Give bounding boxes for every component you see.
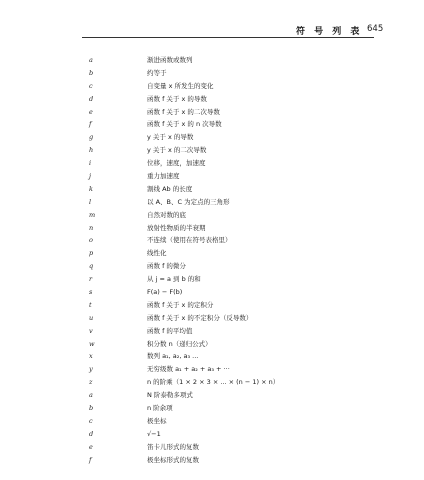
symbol-description: n 的阶乘（1 × 2 × 3 × ... × (n − 1) × n） xyxy=(147,378,280,387)
symbol-description: 位移，速度，加速度 xyxy=(147,159,206,168)
symbol-description: 函数 f 关于 x 的导数 xyxy=(147,94,207,103)
symbol-glyph: f xyxy=(89,455,92,464)
list-item xyxy=(0,441,424,454)
symbol-description: N 阶泰勒多项式 xyxy=(147,391,193,400)
symbol-glyph: g xyxy=(89,133,94,142)
list-item xyxy=(0,363,424,376)
list-item xyxy=(0,312,424,325)
list-item xyxy=(0,106,424,119)
symbol-glyph: e xyxy=(89,442,93,451)
symbol-description: 放射性物质的半衰期 xyxy=(147,223,206,232)
symbol-description: 函数 f 关于 x 的定积分 xyxy=(147,300,214,309)
symbol-description: n 阶余项 xyxy=(147,404,173,413)
symbol-glyph: b xyxy=(89,404,94,413)
symbol-description: 约等于 xyxy=(147,68,167,77)
symbol-description: 数列 a₁, a₂, a₃ ... xyxy=(147,352,199,361)
running-head-title: 符 号 列 表 xyxy=(296,27,363,37)
symbol-description: 自然对数的底 xyxy=(147,210,186,219)
symbol-list xyxy=(0,54,424,467)
symbol-glyph: q xyxy=(89,262,94,271)
list-item xyxy=(0,80,424,93)
symbol-glyph: z xyxy=(89,378,93,387)
symbol-glyph: j xyxy=(89,172,92,181)
symbol-description: 笛卡儿形式的复数 xyxy=(147,442,199,451)
symbol-glyph: c xyxy=(89,416,93,425)
symbol-glyph: f xyxy=(89,120,92,129)
list-item xyxy=(0,234,424,247)
symbol-glyph: x xyxy=(89,352,93,361)
symbol-glyph: h xyxy=(89,146,94,155)
symbol-glyph: u xyxy=(89,313,94,322)
symbol-description: F(a) − F(b) xyxy=(147,288,183,297)
list-item xyxy=(0,415,424,428)
symbol-glyph: v xyxy=(89,326,93,335)
symbol-description: 无穷级数 a₁ + a₂ + a₃ + ··· xyxy=(147,365,230,374)
symbol-description: 函数 f 关于 x 的不定积分（反导数） xyxy=(147,313,253,322)
symbol-glyph: r xyxy=(89,275,93,284)
list-item xyxy=(0,118,424,131)
symbol-description: 割线 Ab 的长度 xyxy=(147,184,193,193)
list-item xyxy=(0,299,424,312)
list-item xyxy=(0,260,424,273)
list-item xyxy=(0,338,424,351)
list-item xyxy=(0,183,424,196)
symbol-description: 函数 f 关于 x 的二次导数 xyxy=(147,107,220,116)
symbol-glyph: i xyxy=(89,159,92,168)
list-item xyxy=(0,222,424,235)
list-item xyxy=(0,325,424,338)
symbol-glyph: t xyxy=(89,300,92,309)
symbol-glyph: w xyxy=(89,339,95,348)
list-item xyxy=(0,67,424,80)
page-header xyxy=(0,0,424,38)
symbol-glyph: a xyxy=(89,391,93,400)
list-item xyxy=(0,157,424,170)
symbol-description: 从 j = a 到 b 的和 xyxy=(147,275,201,284)
symbol-glyph: b xyxy=(89,68,94,77)
symbol-glyph: s xyxy=(89,288,93,297)
symbol-description: 极坐标形式的复数 xyxy=(147,455,199,464)
symbol-description: 函数 f 的平均值 xyxy=(147,326,193,335)
symbol-description: 自变量 x 所发生的变化 xyxy=(147,81,214,90)
list-item xyxy=(0,454,424,467)
list-item xyxy=(0,376,424,389)
symbol-description: 重力加速度 xyxy=(147,172,180,181)
page-number: 645 xyxy=(367,24,384,34)
symbol-description: 极坐标 xyxy=(147,416,167,425)
list-item xyxy=(0,144,424,157)
symbol-description: √−1 xyxy=(147,429,161,438)
symbol-glyph: k xyxy=(89,184,93,193)
symbol-glyph: p xyxy=(89,249,94,258)
symbol-glyph: m xyxy=(89,210,96,219)
list-item xyxy=(0,196,424,209)
symbol-glyph: e xyxy=(89,107,93,116)
symbol-glyph: d xyxy=(89,94,94,103)
symbol-glyph: y xyxy=(89,365,93,374)
list-item xyxy=(0,389,424,402)
symbol-description: 不连续（使用在符号表格里） xyxy=(147,236,232,245)
list-item xyxy=(0,428,424,441)
list-item xyxy=(0,93,424,106)
symbol-description: y 关于 x 的二次导数 xyxy=(147,146,207,155)
symbol-description: y 关于 x 的导数 xyxy=(147,133,194,142)
symbol-glyph: o xyxy=(89,236,93,245)
symbol-description: 渐进函数或数列 xyxy=(147,56,193,64)
symbol-description: 以 A、B、C 为定点的三角形 xyxy=(147,197,230,206)
list-item xyxy=(0,286,424,299)
header-rule xyxy=(82,37,374,38)
symbol-glyph: a xyxy=(89,56,93,64)
symbol-glyph: l xyxy=(89,197,92,206)
symbol-description: 函数 f 的微分 xyxy=(147,262,186,271)
symbol-glyph: c xyxy=(89,81,93,90)
list-item xyxy=(0,273,424,286)
symbol-glyph: n xyxy=(89,223,94,232)
list-item xyxy=(0,350,424,363)
symbol-description: 积分数 n（递归公式） xyxy=(147,339,212,348)
list-item xyxy=(0,54,424,67)
symbol-description: 线性化 xyxy=(147,249,167,258)
list-item xyxy=(0,402,424,415)
list-item xyxy=(0,247,424,260)
list-item xyxy=(0,131,424,144)
symbol-description: 函数 f 关于 x 的 n 次导数 xyxy=(147,120,222,129)
symbol-glyph: d xyxy=(89,429,94,438)
list-item xyxy=(0,209,424,222)
list-item xyxy=(0,170,424,183)
